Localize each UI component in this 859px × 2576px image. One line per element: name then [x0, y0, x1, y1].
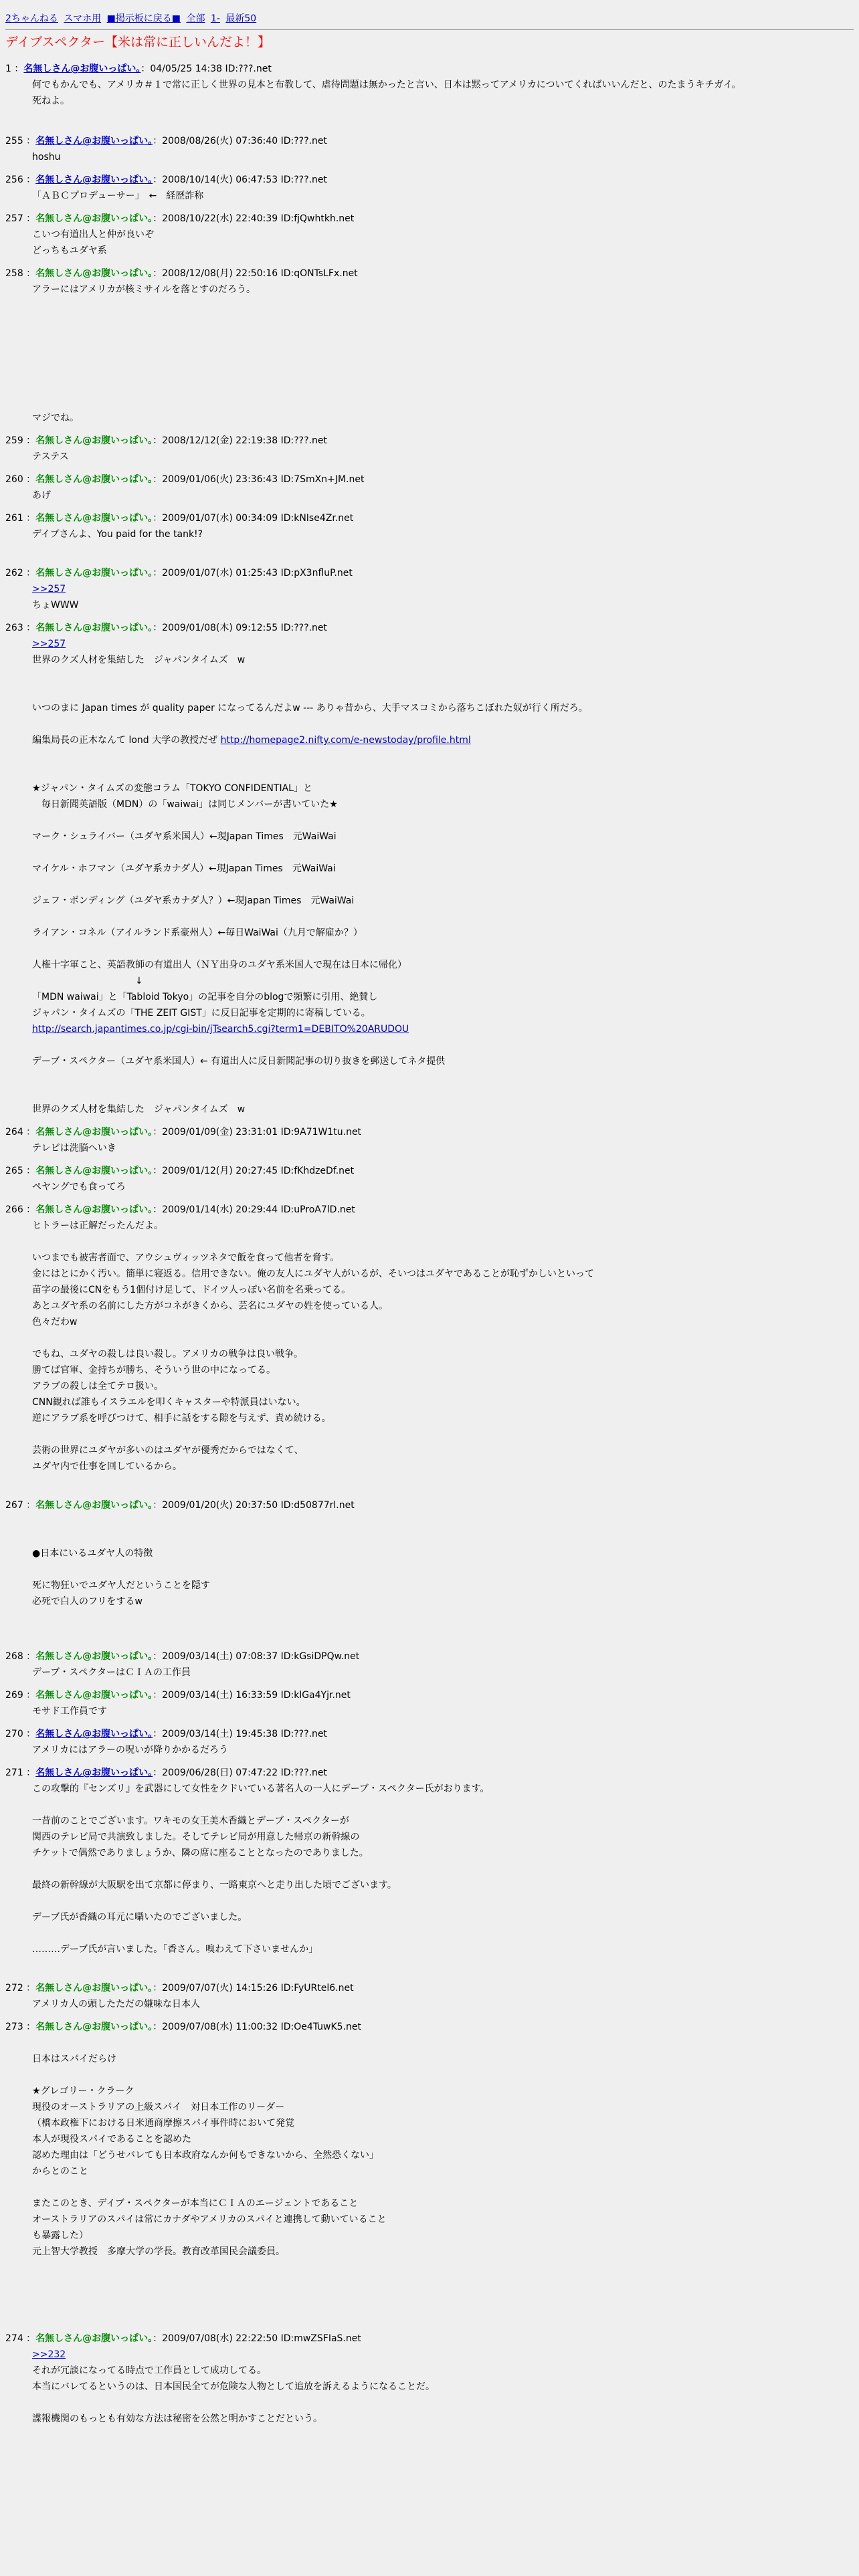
poster-name: 名無しさん@お腹いっぱい。	[35, 1127, 153, 1138]
post-meta: ：2008/12/12(金) 22:19:38 ID:???.net	[153, 435, 327, 446]
post-body	[32, 2347, 859, 2427]
post-body	[32, 1781, 859, 1973]
post-body	[32, 636, 859, 1117]
post-header: 260 ：名無しさん@お腹いっぱい。：2009/01/06(火) 23:36:43 ID:7SmXn+JM.net	[5, 474, 365, 485]
post-body	[32, 227, 859, 259]
post-number: 260	[5, 474, 23, 485]
poster-name[interactable]: 名無しさん@お腹いっぱい。	[35, 1729, 153, 1739]
post-text: あげ	[32, 490, 51, 501]
reply-anchor-link[interactable]: >>257	[32, 639, 66, 649]
post-meta: ：2009/01/09(金) 23:31:01 ID:9A71W1tu.net	[153, 1127, 362, 1138]
post-header: 272 ：名無しさん@お腹いっぱい。：2009/07/07(火) 14:15:26 ID:FyURtel6.net	[5, 1983, 354, 1994]
post-header: 261 ：名無しさん@お腹いっぱい。：2009/01/07(水) 00:34:09 ID:kNIse4Zr.net	[5, 513, 354, 524]
post-meta: ：2008/10/14(火) 06:47:53 ID:???.net	[153, 175, 327, 185]
post-meta: ：2009/07/07(火) 14:15:26 ID:FyURtel6.net	[153, 1983, 354, 1994]
post-meta: ：2008/08/26(火) 07:36:40 ID:???.net	[153, 136, 327, 146]
post-number: 270	[5, 1729, 23, 1739]
poster-name: 名無しさん@お腹いっぱい。	[35, 268, 153, 279]
post-meta: ：2009/03/14(土) 19:45:38 ID:???.net	[153, 1729, 327, 1739]
nav-2ch-link[interactable]: 2ちゃんねる	[5, 13, 58, 24]
poster-name[interactable]: 名無しさん@お腹いっぱい。	[35, 136, 153, 146]
post-meta: ：04/05/25 14:38 ID:???.net	[140, 64, 272, 74]
post-text: アメリカ人の頭したただの嫌味な日本人	[32, 1999, 201, 2010]
post-text: デーブ・スペクター（ユダヤ系米国人）← 有道出人に反日新聞記事の切り抜きを郵送してネタ提供 世界のクズ人材を集結した ジャパンタイムズ w	[32, 1056, 446, 1115]
post-body	[32, 77, 859, 109]
post-header: 255 ：名無しさん@お腹いっぱい。：2008/08/26(火) 07:36:40 ID:???.net	[5, 136, 327, 146]
post-number: 262	[5, 568, 23, 578]
post-body	[32, 1513, 859, 1642]
post	[5, 172, 859, 204]
post-number: 267	[5, 1500, 23, 1511]
post-body	[32, 1218, 859, 1491]
poster-name: 名無しさん@お腹いっぱい。	[35, 474, 153, 485]
post-header: 262 ：名無しさん@お腹いっぱい。：2009/01/07(水) 01:25:43 ID:pX3nfluP.net	[5, 568, 353, 578]
post-text: モサド工作員です	[32, 1706, 107, 1717]
post-header: 273 ：名無しさん@お腹いっぱい。：2009/07/08(水) 11:00:32 ID:Oe4TuwK5.net	[5, 2022, 362, 2032]
post-header: 1 ：名無しさん@お腹いっぱい。：04/05/25 14:38 ID:???.net	[5, 64, 272, 74]
post	[5, 211, 859, 259]
post-text: デイブさんよ、You paid for the tank!?	[32, 529, 203, 540]
post	[5, 1648, 859, 1681]
post	[5, 2019, 859, 2324]
post-meta: ：2009/01/12(月) 20:27:45 ID:fKhdzeDf.net	[153, 1166, 355, 1176]
post-number: 269	[5, 1690, 23, 1701]
post-meta: ：2009/01/07(水) 00:34:09 ID:kNIse4Zr.net	[153, 513, 354, 524]
post-body	[32, 1703, 859, 1719]
thread-title: デイブスペクター【米は常に正しいんだよ！】	[5, 35, 270, 49]
post-header: 270 ：名無しさん@お腹いっぱい。：2009/03/14(土) 19:45:38 ID:???.net	[5, 1729, 327, 1739]
post-number: 258	[5, 268, 23, 279]
post	[5, 265, 859, 426]
post-number: 273	[5, 2022, 23, 2032]
nav-all-link[interactable]: 全部	[186, 13, 205, 24]
nav-back-to-board-link[interactable]: ■掲示板に戻る■	[106, 13, 181, 24]
post-body	[32, 149, 859, 165]
poster-name[interactable]: 名無しさん@お腹いっぱい。	[23, 64, 141, 74]
post-body	[32, 581, 859, 613]
post-number: 266	[5, 1204, 23, 1215]
post	[5, 1124, 859, 1156]
poster-name[interactable]: 名無しさん@お腹いっぱい。	[35, 1767, 153, 1778]
post-meta: ：2009/03/14(土) 07:08:37 ID:kGsiDPQw.net	[153, 1651, 360, 1662]
reply-anchor-link[interactable]: >>232	[32, 2349, 66, 2360]
post-header: 274 ：名無しさん@お腹いっぱい。：2009/07/08(水) 22:22:50 ID:mwZSFIaS.net	[5, 2333, 361, 2344]
post-body	[32, 188, 859, 204]
post	[5, 1687, 859, 1719]
post-meta: ：2008/12/08(月) 22:50:16 ID:qONTsLFx.net	[153, 268, 358, 279]
post-text: アメリカにはアラーの呪いが降りかかるだろう	[32, 1745, 229, 1755]
poster-name: 名無しさん@お腹いっぱい。	[35, 213, 153, 224]
post-header: 257 ：名無しさん@お腹いっぱい。：2008/10/22(水) 22:40:39 ID:fjQwhtkh.net	[5, 213, 355, 224]
top-nav	[5, 12, 859, 25]
post-number: 256	[5, 175, 23, 185]
post	[5, 1497, 859, 1642]
post-number: 261	[5, 513, 23, 524]
post-meta: ：2009/07/08(水) 11:00:32 ID:Oe4TuwK5.net	[153, 2022, 362, 2032]
post-header: 256 ：名無しさん@お腹いっぱい。：2008/10/14(火) 06:47:53 ID:???.net	[5, 175, 327, 185]
post-header: 266 ：名無しさん@お腹いっぱい。：2009/01/14(水) 20:29:44 ID:uProA7lD.net	[5, 1204, 355, 1215]
post	[5, 1163, 859, 1195]
post-meta: ：2009/06/28(日) 07:47:22 ID:???.net	[153, 1767, 327, 1778]
post-number: 271	[5, 1767, 23, 1778]
post-text: ★ジャパン・タイムズの変態コラム「TOKYO CONFIDENTIAL」と 毎日新聞英語版（MDN）の「waiwai」は同じメンバーが書いていた★ マーク・シュライバー（ユダヤ系米国人）←現Japan Times 元WaiWai マイケル・ホフマン（ユダヤ系カナダ人）←現Japan Times 元WaiWai ジェフ・ボンディング（ユダヤ系カナダ人？）←現Japan Times 元WaiWai ライアン・コネル（アイルランド系豪州人）←毎日WaiWai（九月で解雇か？） 人権十字軍こと、英語教師の有道出人（ＮＹ出身のユダヤ系米国人で現在は日本に帰化） ↓ 「MDN waiwai」と「Tabloid Tokyo」の記事を自分のblogで頻繁に引用、絶賛し ジャパン・タイムズの「THE ZEIT GIST」に反日記事を定期的に寄稿している。	[32, 783, 407, 1018]
post-number: 1	[5, 64, 11, 74]
post-header: 264 ：名無しさん@お腹いっぱい。：2009/01/09(金) 23:31:01 ID:9A71W1tu.net	[5, 1127, 362, 1138]
post	[5, 133, 859, 165]
poster-name: 名無しさん@お腹いっぱい。	[35, 1500, 153, 1511]
post	[5, 1202, 859, 1491]
post-text: 「ＡＢＣプロデューサー」 ← 経歴詐称	[32, 191, 204, 201]
post	[5, 471, 859, 504]
divider	[5, 29, 854, 30]
poster-name[interactable]: 名無しさん@お腹いっぱい。	[35, 175, 153, 185]
post-number: 274	[5, 2333, 23, 2344]
post-text: ペヤングでも食ってろ	[32, 1182, 126, 1192]
poster-name: 名無しさん@お腹いっぱい。	[35, 1204, 153, 1215]
post-text: 日本はスパイだらけ ★グレゴリー・クラーク 現役のオーストラリアの上級スパイ 対日本工作のリーダー （橋本政権下における日米通商摩擦スパイ事件時において発覚 本人が現役スパイであることを認めた 認めた理由は「どうせバレても日本政府なんか何もできないから、全然恐くない」 からとのこと またこのとき、デイブ・スペクターが本当にＣＩＡのエージェントであること オーストラリアのスパイは常にカナダやアメリカのスパイと連携して動いていること も暴露した） 元上智大学教授 多摩大学の学長。教育改革国民会議委員。	[32, 2054, 387, 2257]
post-header: 259 ：名無しさん@お腹いっぱい。：2008/12/12(金) 22:19:38 ID:???.net	[5, 435, 327, 446]
poster-name: 名無しさん@お腹いっぱい。	[35, 2333, 153, 2344]
external-link[interactable]: http://homepage2.nifty.com/e-newstoday/profile.html	[220, 735, 471, 746]
post-meta: ：2009/01/06(火) 23:36:43 ID:7SmXn+JM.net	[153, 474, 365, 485]
post-number: 265	[5, 1166, 23, 1176]
nav-latest50-link[interactable]: 最新50	[225, 13, 257, 24]
post-text: ちょWWW	[32, 600, 79, 611]
post-meta: ：2009/03/14(土) 16:33:59 ID:klGa4Yjr.net	[153, 1690, 351, 1701]
post	[5, 2331, 859, 2427]
post-text: hoshu	[32, 152, 61, 163]
post-number: 255	[5, 136, 23, 146]
post-header: 258 ：名無しさん@お腹いっぱい。：2008/12/08(月) 22:50:16 ID:qONTsLFx.net	[5, 268, 358, 279]
poster-name: 名無しさん@お腹いっぱい。	[35, 2022, 153, 2032]
post-header: 269 ：名無しさん@お腹いっぱい。：2009/03/14(土) 16:33:59 ID:klGa4Yjr.net	[5, 1690, 351, 1701]
poster-name: 名無しさん@お腹いっぱい。	[35, 1651, 153, 1662]
post-meta: ：2009/01/14(水) 20:29:44 ID:uProA7lD.net	[153, 1204, 355, 1215]
post	[5, 510, 859, 558]
reply-anchor-link[interactable]: >>257	[32, 584, 66, 595]
post-text: ●日本にいるユダヤ人の特徴 死に物狂いでユダヤ人だということを隠す 必死で白人のフリをするw	[32, 1548, 210, 1607]
poster-name: 名無しさん@お腹いっぱい。	[35, 623, 153, 633]
post-body	[32, 1665, 859, 1681]
post-meta: ：2009/01/07(水) 01:25:43 ID:pX3nfluP.net	[153, 568, 353, 578]
post-header: 263 ：名無しさん@お腹いっぱい。：2009/01/08(木) 09:12:55 ID:???.net	[5, 623, 327, 633]
post-text: この攻撃的『センズリ』を武器にして女性をクドいている著名人の一人にデーブ・スペクター氏がおります。 一昔前のことでございます。ワキモの女王美木香織とデーブ・スペクターが 関西のテレビ局で共演致しました。そしてテレビ局が用意した帰京の新幹線の チケットで偶然でありましょうか、隣の席に座ることとなったのでありました。 最終の新幹線が大阪駅を出て京都に停まり、一路東京へと走り出した頃でございます。 デーブ氏が香織の耳元に囁いたのでございました。 ………デーブ氏が言いました。「香さん。嗅わえて下さいませんか」	[32, 1784, 490, 1955]
post-header: 271 ：名無しさん@お腹いっぱい。：2009/06/28(日) 07:47:22 ID:???.net	[5, 1767, 327, 1778]
post	[5, 620, 859, 1117]
post-body	[32, 2035, 859, 2324]
post	[5, 565, 859, 613]
post	[5, 61, 859, 109]
post-number: 259	[5, 435, 23, 446]
post-body	[32, 1742, 859, 1758]
poster-name: 名無しさん@お腹いっぱい。	[35, 1983, 153, 1994]
post-text: ヒトラーは正解だったんだよ。 いつまでも被害者面で、アウシュヴィッツネタで飯を食って他者を脅す。 金にはとにかく汚い。簡単に寝返る。信用できない。俺の友人にユダヤ人がいるが、そいつはユダヤであることが恥ずかしいといって 苗字の最後にCNをもう1個付け足して、ドイツ人っぽい名前を名乗ってる。 あとユダヤ系の名前にした方がコネがきくから、芸名にユダヤの姓を使っている人。 色々だわw でもね、ユダヤの殺しは良い殺し。アメリカの戦争は良い戦争。 勝てば官軍、金持ちが勝ち、そういう世の中になってる。 アラブの殺しは全てテロ扱い。 CNN観れば誰もイスラエルを叩くキャスターや特派員はいない。 逆にアラブ系を呼びつけて、相手に話をする隙を与えず、責め続ける。 芸術の世界にユダヤが多いのはユダヤが優秀だからではなくて、 ユダヤ内で仕事を回しているから。	[32, 1220, 594, 1472]
post-body	[32, 449, 859, 465]
nav-range-link[interactable]: 1-	[210, 13, 220, 24]
post-text: こいつ有道出人と仲が良いぞ どっちもユダヤ系	[32, 229, 154, 256]
nav-smartphone-link[interactable]: スマホ用	[64, 13, 102, 24]
post-number: 272	[5, 1983, 23, 1994]
post-list	[5, 61, 859, 2427]
post-meta: ：2009/01/08(木) 09:12:55 ID:???.net	[153, 623, 327, 633]
post-header: 268 ：名無しさん@お腹いっぱい。：2009/03/14(土) 07:08:37 ID:kGsiDPQw.net	[5, 1651, 360, 1662]
post-text: テステス	[32, 451, 69, 462]
post-body	[32, 282, 859, 426]
poster-name: 名無しさん@お腹いっぱい。	[35, 513, 153, 524]
post-meta: ：2009/07/08(水) 22:22:50 ID:mwZSFIaS.net	[153, 2333, 361, 2344]
post-text: 世界のクズ人材を集結した ジャパンタイムズ w いつのまに Japan times が quality paper になってるんだよw --- ありゃ昔から、大手マスコミから落ちこぼれた奴が行く所だろ。 編集局長の正木なんて lond 大学の教授だぜ	[32, 655, 588, 746]
post-meta: ：2008/10/22(水) 22:40:39 ID:fjQwhtkh.net	[153, 213, 355, 224]
post-header: 265 ：名無しさん@お腹いっぱい。：2009/01/12(月) 20:27:45 ID:fKhdzeDf.net	[5, 1166, 355, 1176]
post-text: デーブ・スペクターはＣＩＡの工作員	[32, 1667, 191, 1678]
post-text: 何でもかんでも、アメリカ＃１で常に正しく世界の見本と布教して、虐待問題は無かったと言い、日本は黙ってアメリカについてくればいいんだと、のたまうキチガイ。 死ねよ。	[32, 80, 741, 106]
post-body	[32, 488, 859, 504]
post-text: それが冗談になってる時点で工作員として成功してる。 本当にバレてるというのは、日本国民全てが危険な人物として追放を訴えるようになることだ。 諜報機関のもっとも有効な方法は秘密を公然と明かすことだという。	[32, 2365, 435, 2424]
post	[5, 433, 859, 465]
post-header: 267 ：名無しさん@お腹いっぱい。：2009/01/20(火) 20:37:50 ID:d50877rl.net	[5, 1500, 355, 1511]
post	[5, 1726, 859, 1758]
poster-name: 名無しさん@お腹いっぱい。	[35, 1166, 153, 1176]
post-body	[32, 1996, 859, 2012]
post-body	[32, 526, 859, 558]
poster-name: 名無しさん@お腹いっぱい。	[35, 1690, 153, 1701]
post-meta: ：2009/01/20(火) 20:37:50 ID:d50877rl.net	[153, 1500, 355, 1511]
post-number: 268	[5, 1651, 23, 1662]
external-link[interactable]: http://search.japantimes.co.jp/cgi-bin/jTsearch5.cgi?term1=DEBITO%20ARUDOU	[32, 1024, 409, 1035]
poster-name: 名無しさん@お腹いっぱい。	[35, 568, 153, 578]
post	[5, 1980, 859, 2012]
post-text: アラーにはアメリカが核ミサイルを落とすのだろう。 マジでね。	[32, 284, 256, 423]
post	[5, 1765, 859, 1973]
post-body	[32, 1140, 859, 1156]
post-body	[32, 1179, 859, 1195]
post-number: 264	[5, 1127, 23, 1138]
poster-name: 名無しさん@お腹いっぱい。	[35, 435, 153, 446]
post-number: 257	[5, 213, 23, 224]
post-number: 263	[5, 623, 23, 633]
post-text: テレビは洗脳へいき	[32, 1143, 116, 1154]
